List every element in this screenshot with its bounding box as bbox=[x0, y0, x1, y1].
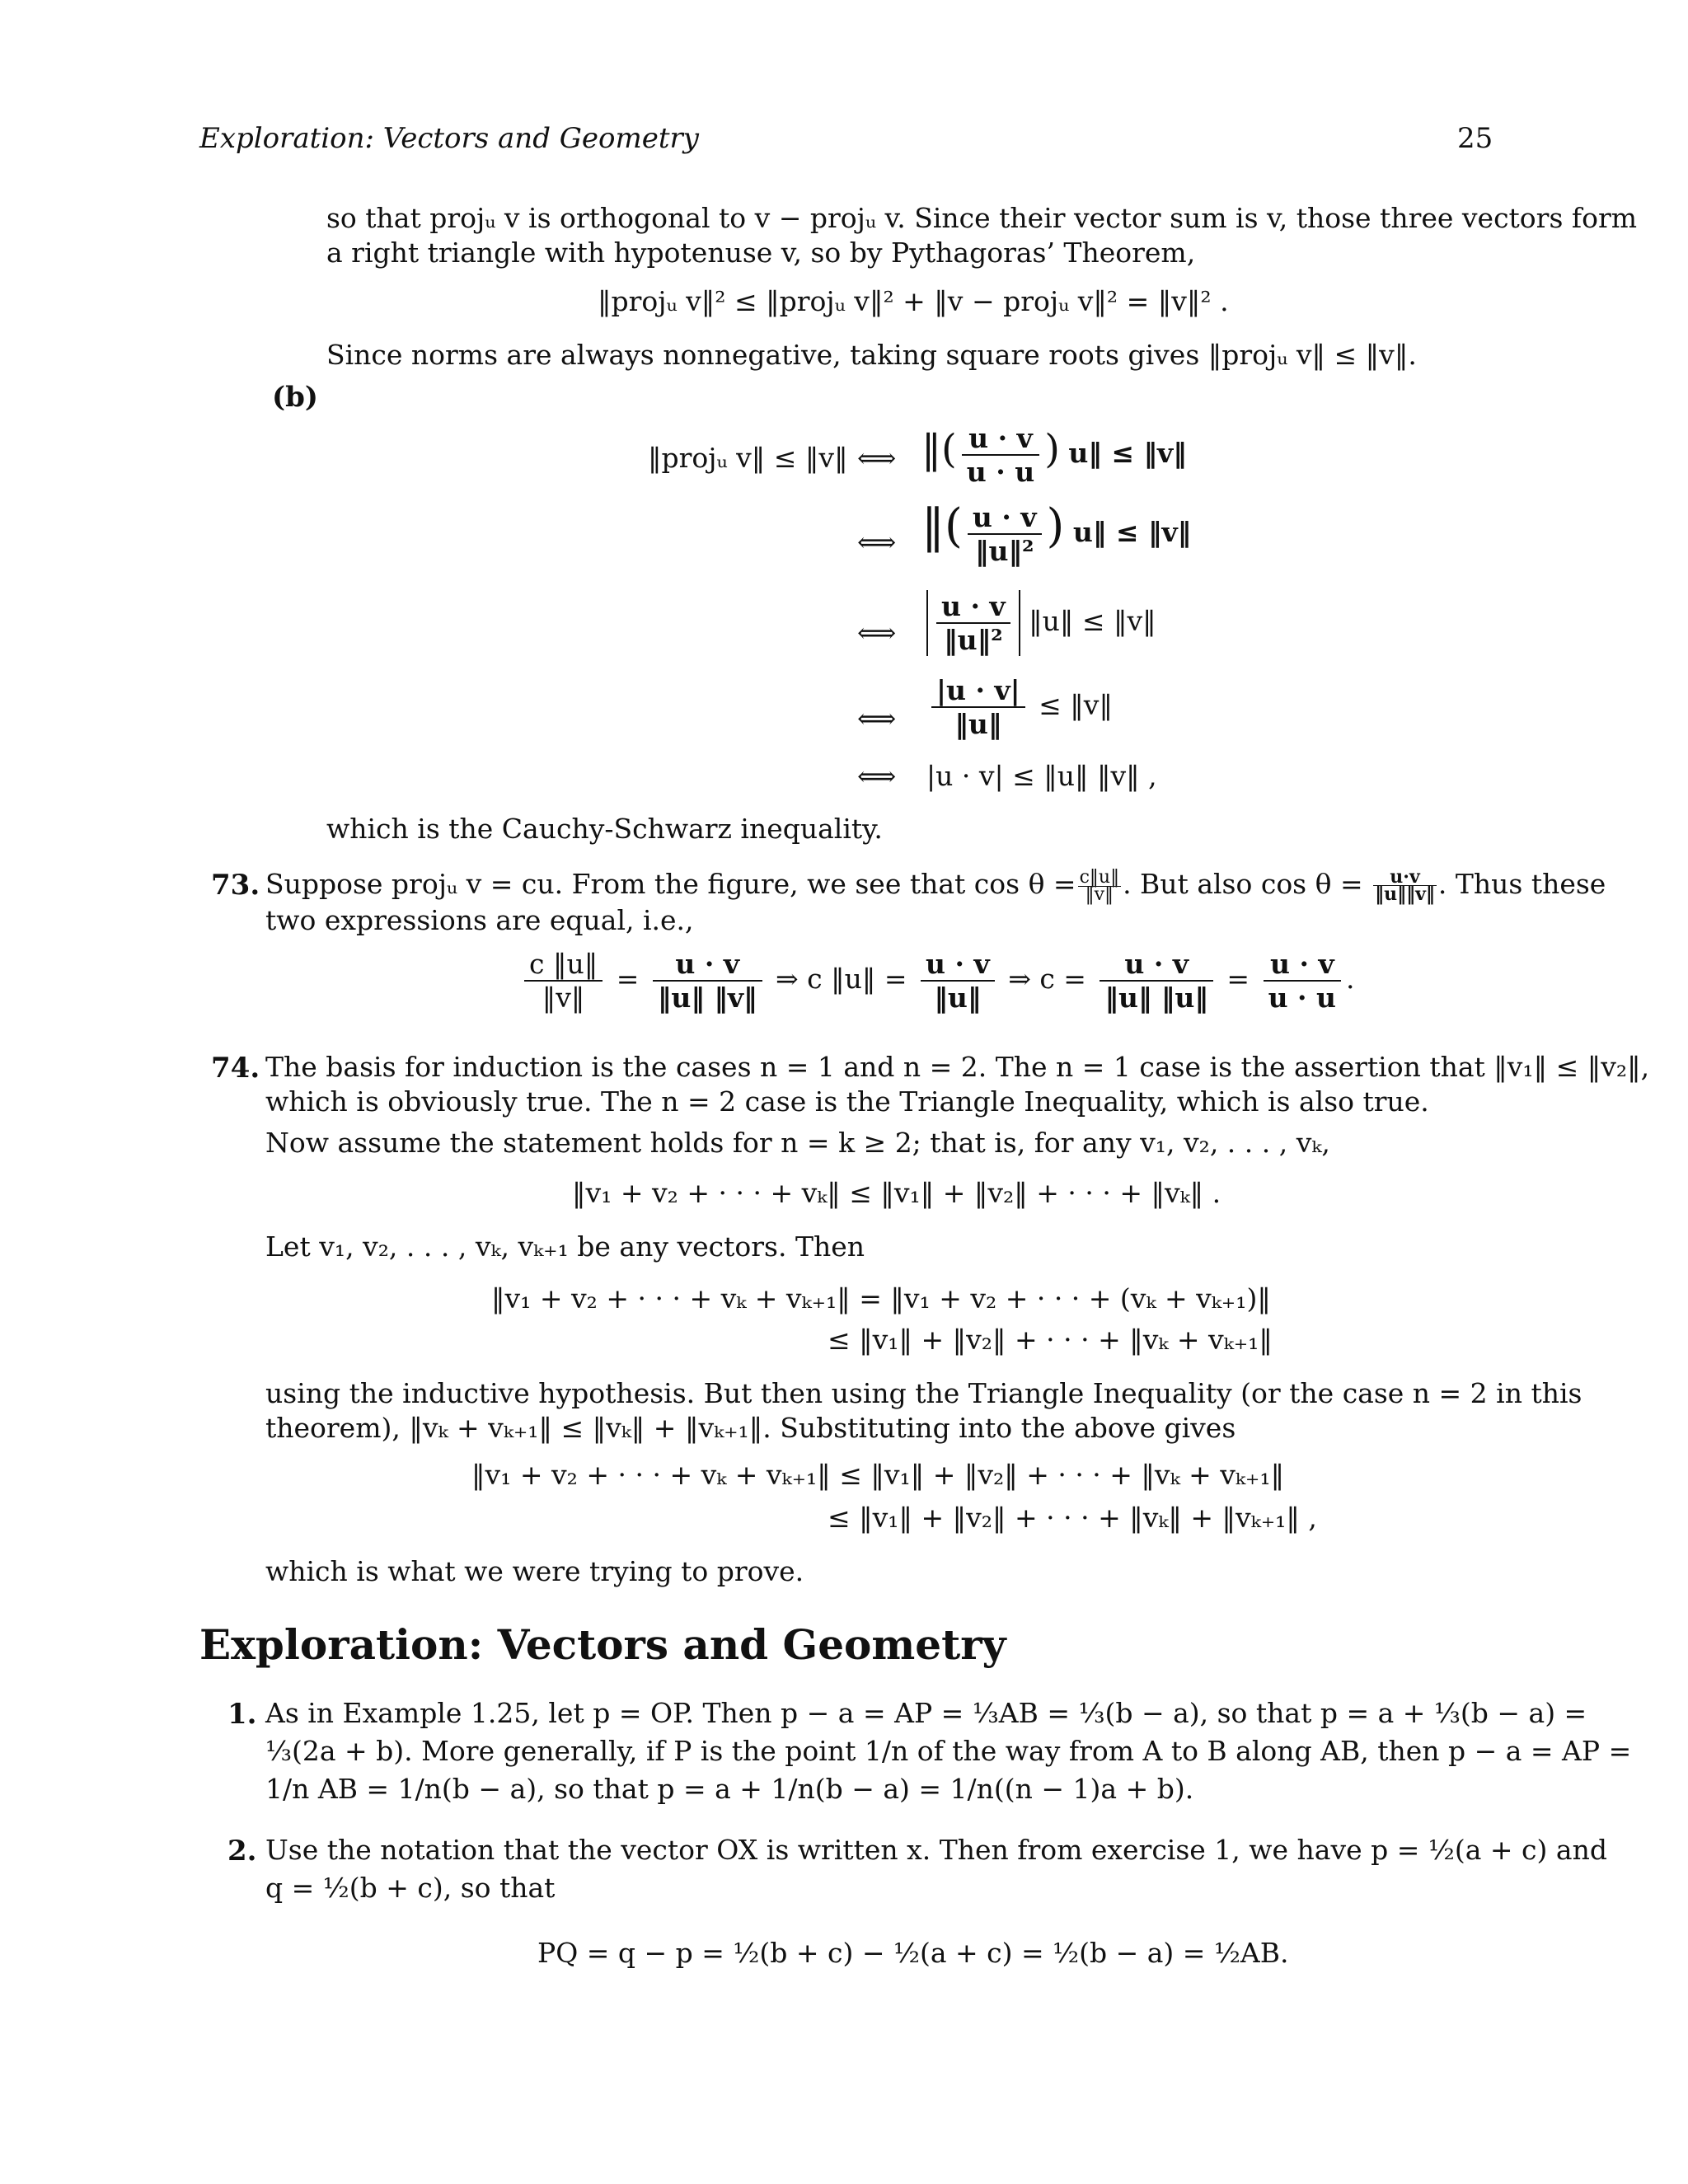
eq73-mid-2: ⇒ c = bbox=[1008, 963, 1086, 995]
substitution-equation-2: ≤ ‖v₁‖ + ‖v₂‖ + · · · + ‖vₖ‖ + ‖vₖ₊₁‖ , bbox=[828, 1502, 1317, 1534]
exercise-74-line-7: which is what we were trying to prove. bbox=[265, 1555, 804, 1587]
equivalence-row-4 bbox=[926, 674, 1113, 740]
exercise-74-line-5: using the inductive hypothesis. But then using the Triangle Inequality (or the case n = 2 in this bbox=[265, 1377, 1582, 1409]
section-exercise-1-line-1: As in Example 1.25, let p = OP. Then p − a = AP = ⅓AB = ⅓(b − a), so that p = a + ⅓(b − a) = bbox=[265, 1697, 1587, 1729]
eq73-a-num: c ‖u‖ bbox=[524, 948, 603, 982]
eq73-b-num: u · v bbox=[653, 948, 762, 982]
eq73-d-den: ‖u‖ ‖u‖ bbox=[1104, 982, 1208, 1014]
ex73-frac2-num: u·v bbox=[1373, 869, 1437, 886]
iff-arrow-4: ⟺ bbox=[857, 702, 897, 734]
part-a-line-1: so that projᵤ v is orthogonal to v − projᵤ v. Since their vector sum is v, those three vectors form bbox=[326, 202, 1638, 234]
equivalence-row-5: |u · v| ≤ ‖u‖ ‖v‖ , bbox=[926, 760, 1157, 792]
exercise-73-line-2: two expressions are equal, i.e., bbox=[265, 904, 694, 936]
row3-denominator: ‖u‖² bbox=[944, 624, 1003, 656]
row2-tail: u‖ ≤ ‖v‖ bbox=[1072, 516, 1192, 548]
row4-tail: ≤ ‖v‖ bbox=[1039, 689, 1113, 721]
eq73-mid-1: ⇒ c ‖u‖ = bbox=[776, 963, 907, 995]
exercise-73-equation: $\frac{c ‖u‖}{‖v‖}$ = $\frac{u \cdot v}{‖u‖ ‖v‖}$ ⇒ c ‖u‖ = $\frac{u \cdot v}{‖u‖}$ ⇒ c = $\frac{u \cdot v}{‖u‖ ‖u‖}$ = $\frac{u \cdot v}{u \cdot u}$ . bbox=[519, 948, 1355, 1014]
section-exercise-2-line-1: Use the notation that the vector OX is written x. Then from exercise 1, we have p = ½(a + c) and bbox=[265, 1834, 1607, 1866]
equivalence-row-3 bbox=[926, 590, 1156, 656]
eq73-c-den: ‖u‖ bbox=[934, 982, 982, 1014]
section-exercise-2-number: 2. bbox=[227, 1835, 257, 1868]
exercise-74-number: 74. bbox=[211, 1052, 260, 1085]
exercise-73-number: 73. bbox=[211, 869, 260, 902]
ex73-text-b: . But also cos θ = bbox=[1123, 868, 1363, 900]
eq73-b-den: ‖u‖ ‖v‖ bbox=[657, 982, 757, 1014]
exercise-73-line-1 bbox=[265, 867, 1606, 903]
ex73-frac2-den: ‖u‖‖v‖ bbox=[1375, 883, 1435, 905]
page-number: 25 bbox=[1457, 122, 1493, 155]
section-heading: Exploration: Vectors and Geometry bbox=[199, 1620, 1006, 1669]
ex73-frac1-num: c‖u‖ bbox=[1079, 867, 1120, 888]
exercise-74-line-2: which is obviously true. The n = 2 case is the Triangle Inequality, which is also true. bbox=[265, 1085, 1429, 1118]
eq73-d-num: u · v bbox=[1100, 948, 1212, 982]
eq73-c-num: u · v bbox=[921, 948, 995, 982]
eq73-e-num: u · v bbox=[1264, 948, 1341, 982]
part-b-label: (b) bbox=[272, 381, 318, 414]
iff-arrow-1: ⟺ bbox=[857, 442, 897, 474]
row1-numerator: u · v bbox=[962, 422, 1039, 456]
section-exercise-1-number: 1. bbox=[227, 1698, 257, 1731]
section-exercise-2-equation: PQ = q − p = ½(b + c) − ½(a + c) = ½(b − a) = ½AB. bbox=[537, 1937, 1289, 1969]
section-exercise-2-line-2: q = ½(b + c), so that bbox=[265, 1872, 556, 1904]
section-exercise-1-line-3: 1/n AB = 1/n(b − a), so that p = a + 1/n(b − a) = 1/n((n − 1)a + b). bbox=[265, 1773, 1194, 1805]
exercise-74-line-6: theorem), ‖vₖ + vₖ₊₁‖ ≤ ‖vₖ‖ + ‖vₖ₊₁‖. Substituting into the above gives bbox=[265, 1412, 1236, 1444]
iff-arrow-3: ⟺ bbox=[857, 616, 897, 649]
inductive-step-equation-2: ≤ ‖v₁‖ + ‖v₂‖ + · · · + ‖vₖ + vₖ₊₁‖ bbox=[828, 1324, 1273, 1356]
ex73-text-c: . Thus these bbox=[1437, 868, 1606, 900]
part-b-lhs: ‖projᵤ v‖ ≤ ‖v‖ bbox=[648, 442, 848, 474]
ex73-text-a: Suppose projᵤ v = cu. From the figure, we see that cos θ = bbox=[265, 868, 1076, 900]
inductive-hypothesis-equation: ‖v₁ + v₂ + · · · + vₖ‖ ≤ ‖v₁‖ + ‖v₂‖ + · · · + ‖vₖ‖ . bbox=[572, 1177, 1221, 1209]
exercise-74-line-4: Let v₁, v₂, . . . , vₖ, vₖ₊₁ be any vectors. Then bbox=[265, 1230, 865, 1263]
cauchy-schwarz-conclusion: which is the Cauchy-Schwarz inequality. bbox=[326, 813, 883, 845]
substitution-equation-1: ‖v₁ + v₂ + · · · + vₖ + vₖ₊₁‖ ≤ ‖v₁‖ + ‖v₂‖ + · · · + ‖vₖ + vₖ₊₁‖ bbox=[471, 1459, 1285, 1491]
part-a-line-2: a right triangle with hypotenuse v, so by Pythagoras’ Theorem, bbox=[326, 237, 1196, 269]
running-header: Exploration: Vectors and Geometry bbox=[199, 122, 700, 155]
row2-numerator: u · v bbox=[968, 501, 1042, 535]
pythagoras-equation: ‖projᵤ v‖² ≤ ‖projᵤ v‖² + ‖v − projᵤ v‖² = ‖v‖² . bbox=[598, 285, 1229, 317]
section-exercise-1-line-2: ⅓(2a + b). More generally, if P is the point 1/n of the way from A to B along AB, then p − a = AP = bbox=[265, 1735, 1632, 1767]
part-a-line-3: Since norms are always nonnegative, taking square roots gives ‖projᵤ v‖ ≤ ‖v‖. bbox=[326, 339, 1417, 371]
row3-tail: ‖u‖ ≤ ‖v‖ bbox=[1029, 605, 1156, 637]
ex73-frac1-den: ‖v‖ bbox=[1085, 884, 1114, 905]
row4-denominator: ‖u‖ bbox=[954, 708, 1002, 740]
row3-numerator: u · v bbox=[936, 590, 1010, 624]
equivalence-row-1: ‖( $\frac{u \cdot v}{u \cdot u}$ ) u‖ ≤ ‖v‖ bbox=[921, 422, 1187, 488]
equivalence-row-2: ‖( $\frac{u \cdot v}{\text{‖u‖²}}$ ) u‖ ≤ ‖v‖ bbox=[921, 499, 1192, 567]
row2-denominator: ‖u‖² bbox=[974, 535, 1034, 567]
iff-arrow-2: ⟺ bbox=[857, 526, 897, 558]
row1-tail: u‖ ≤ ‖v‖ bbox=[1068, 437, 1187, 469]
eq73-e-den: u · u bbox=[1268, 982, 1337, 1014]
inductive-step-equation-1: ‖v₁ + v₂ + · · · + vₖ + vₖ₊₁‖ = ‖v₁ + v₂ + · · · + (vₖ + vₖ₊₁)‖ bbox=[491, 1282, 1271, 1315]
iff-arrow-5: ⟺ bbox=[857, 760, 897, 792]
exercise-74-line-1: The basis for induction is the cases n = 1 and n = 2. The n = 1 case is the assertion that ‖v₁‖ ≤ ‖v₂‖, bbox=[265, 1051, 1650, 1083]
exercise-74-line-3: Now assume the statement holds for n = k ≥ 2; that is, for any v₁, v₂, . . . , vₖ, bbox=[265, 1127, 1330, 1159]
eq73-a-den: ‖v‖ bbox=[542, 982, 585, 1014]
row4-numerator: |u · v| bbox=[931, 674, 1025, 708]
row1-denominator: u · u bbox=[966, 456, 1035, 488]
